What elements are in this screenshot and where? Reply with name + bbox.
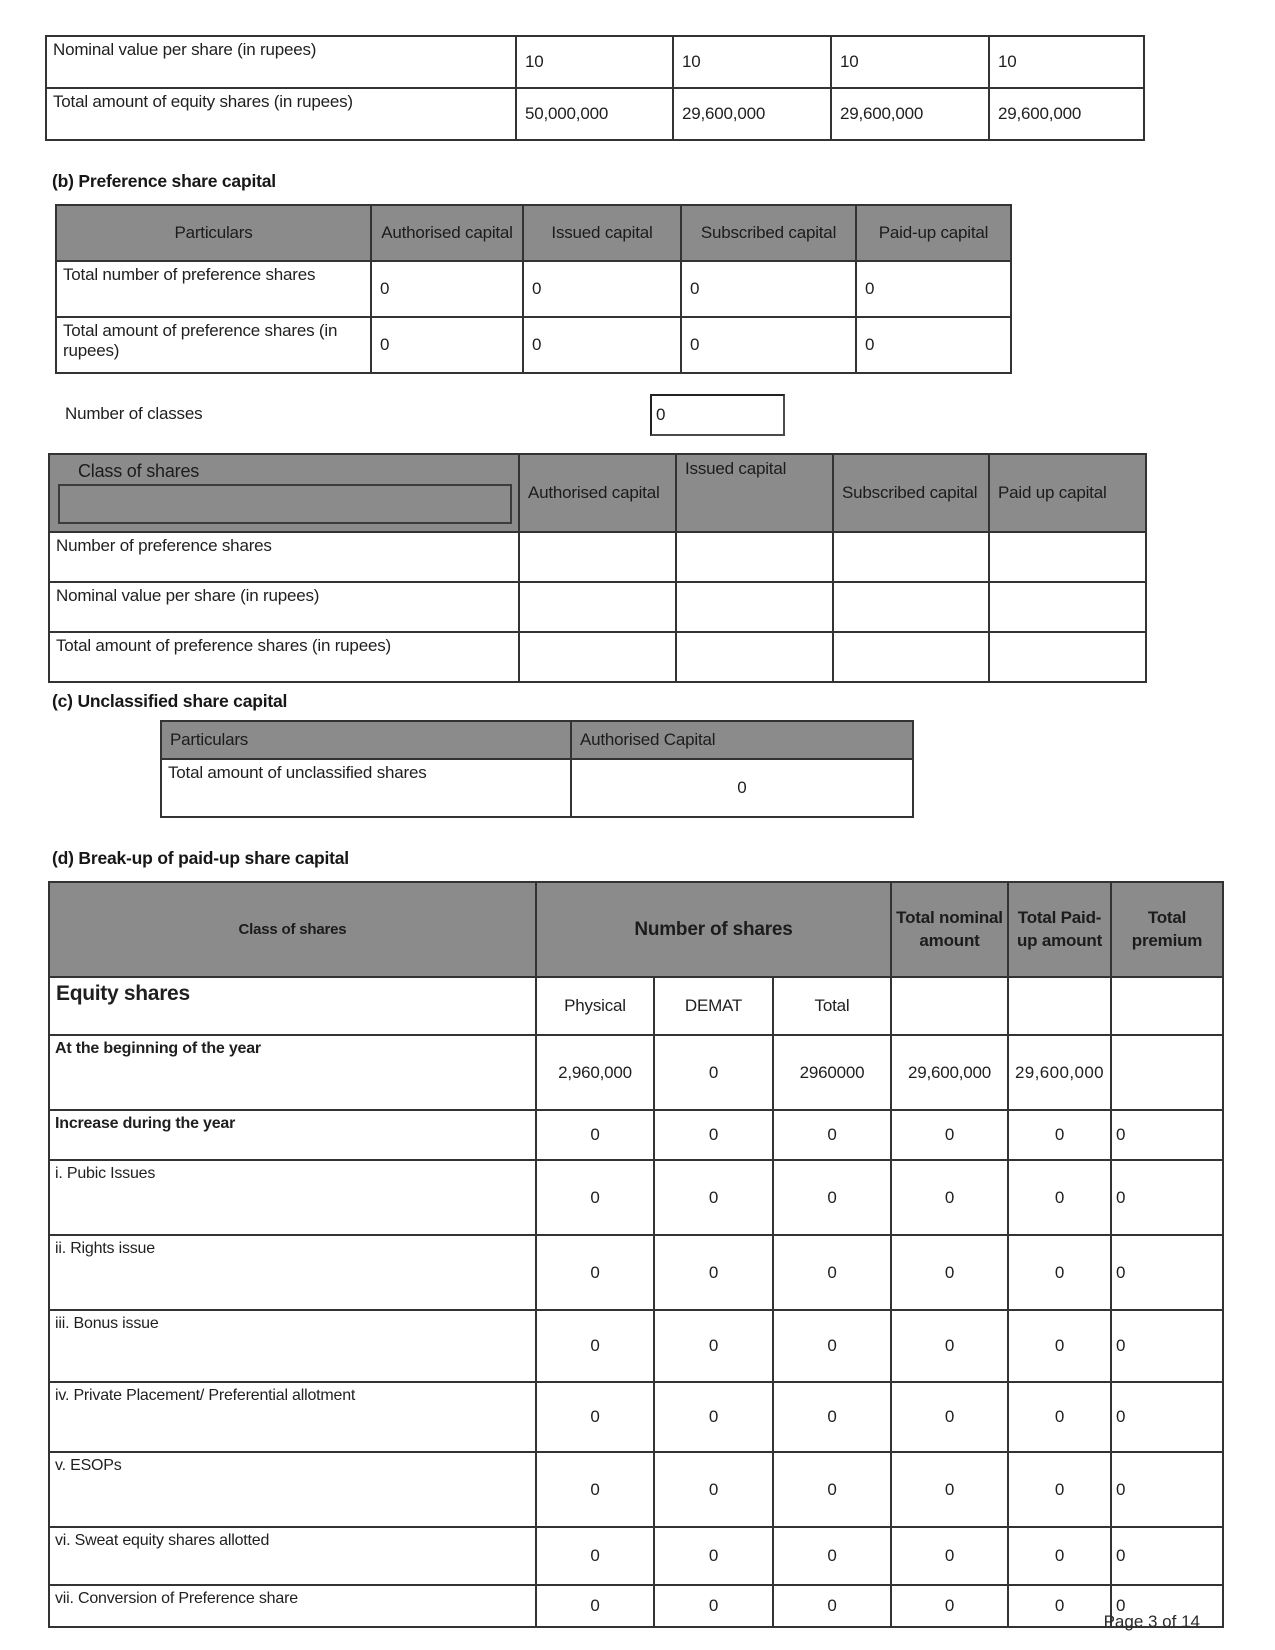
cell-value: 0 <box>1008 1382 1111 1452</box>
cell-value: 0 <box>654 1110 773 1160</box>
row-label: Total amount of preference shares (in rupees) <box>49 632 519 682</box>
column-header: Particulars <box>161 721 571 759</box>
cell-value: 0 <box>773 1585 891 1627</box>
cell-value: 0 <box>773 1110 891 1160</box>
cell-value: 0 <box>891 1310 1008 1382</box>
cell-value: 0 <box>1111 1585 1223 1627</box>
table-row <box>49 1035 1223 1110</box>
row-label: vi. Sweat equity shares allotted <box>49 1527 536 1585</box>
cell-value: 0 <box>536 1160 654 1235</box>
row-label: Total amount of unclassified shares <box>161 759 571 817</box>
cell-value: 0 <box>536 1110 654 1160</box>
cell-value: 0 <box>536 1585 654 1627</box>
number-of-classes-row <box>65 394 1275 436</box>
cell-value: 29,600,000 <box>673 88 831 140</box>
row-label: iii. Bonus issue <box>49 1310 536 1382</box>
cell-value: 0 <box>856 317 1011 373</box>
cell-value <box>989 582 1146 632</box>
cell-value: 0 <box>891 1110 1008 1160</box>
cell-value: 29,600,000 <box>989 88 1144 140</box>
cell-value: 0 <box>1008 1110 1111 1160</box>
cell-value: 0 <box>536 1382 654 1452</box>
cell-value: 0 <box>1008 1585 1111 1627</box>
cell-value <box>833 632 989 682</box>
row-label: iv. Private Placement/ Preferential allotment <box>49 1382 536 1452</box>
page-number: Page 3 of 14 <box>1103 1612 1200 1631</box>
table-row <box>49 1235 1223 1310</box>
column-header-class: Class of shares <box>49 882 536 977</box>
cell-value: 0 <box>1111 1160 1223 1235</box>
column-header-class-of-shares <box>49 454 519 532</box>
row-label: vii. Conversion of Preference share <box>49 1585 536 1627</box>
row-label: Nominal value per share (in rupees) <box>49 582 519 632</box>
section-title-preference: (b) Preference share capital <box>52 171 276 191</box>
column-header-total-nominal: Total nominal amount <box>891 882 1008 977</box>
cell-value: 0 <box>536 1527 654 1585</box>
cell-value: 0 <box>654 1527 773 1585</box>
cell-value: 0 <box>654 1585 773 1627</box>
cell-value: 0 <box>1111 1110 1223 1160</box>
column-header-number-of-shares: Number of shares <box>536 882 891 977</box>
cell-value: 0 <box>654 1160 773 1235</box>
cell-value: 0 <box>891 1382 1008 1452</box>
breakup-paidup-table <box>48 881 1224 1628</box>
table-row <box>49 1382 1223 1452</box>
cell-value: 10 <box>831 36 989 88</box>
class-of-shares-table <box>48 453 1147 683</box>
table-row <box>49 1110 1223 1160</box>
row-label: Number of preference shares <box>49 532 519 582</box>
cell-value: 0 <box>1111 1452 1223 1527</box>
row-label: Total amount of preference shares (in rupees) <box>56 317 371 373</box>
cell-value: 0 <box>1111 1382 1223 1452</box>
cell-value: 0 <box>1111 1310 1223 1382</box>
table-row <box>56 261 1011 317</box>
cell-value: 10 <box>989 36 1144 88</box>
unclassified-share-capital-table <box>160 720 914 818</box>
table-row <box>49 582 1146 632</box>
column-header: Authorised Capital <box>571 721 913 759</box>
table-row <box>49 1452 1223 1527</box>
cell-value <box>676 632 833 682</box>
cell-value: 0 <box>523 261 681 317</box>
preference-share-capital-table <box>55 204 1012 374</box>
cell-value: 0 <box>1111 1235 1223 1310</box>
cell-value <box>519 582 676 632</box>
cell-value: 0 <box>654 1310 773 1382</box>
cell-value: 0 <box>891 1235 1008 1310</box>
equity-shares-label: Equity shares <box>49 977 536 1035</box>
cell-value: 0 <box>891 1160 1008 1235</box>
section-title-unclassified: (c) Unclassified share capital <box>52 691 288 711</box>
cell-value: 0 <box>536 1452 654 1527</box>
table-row <box>49 1310 1223 1382</box>
cell-value: 10 <box>673 36 831 88</box>
cell-value <box>519 532 676 582</box>
cell-value: 0 <box>773 1310 891 1382</box>
table-row <box>49 1585 1223 1627</box>
table-row <box>49 1160 1223 1235</box>
row-label: i. Pubic Issues <box>49 1160 536 1235</box>
equity-shares-subheader-row <box>49 977 1223 1035</box>
cell-value: 0 <box>773 1452 891 1527</box>
cell-value: 2960000 <box>773 1035 891 1110</box>
column-header: Issued capital <box>523 205 681 261</box>
cell-value <box>989 632 1146 682</box>
cell-value: 0 <box>654 1452 773 1527</box>
cell-value: 50,000,000 <box>516 88 673 140</box>
cell-empty <box>891 977 1008 1035</box>
cell-value <box>1111 1035 1223 1110</box>
row-label: Nominal value per share (in rupees) <box>46 36 516 88</box>
cell-value: 0 <box>371 317 523 373</box>
cell-value: 0 <box>523 317 681 373</box>
column-header: Subscribed capital <box>833 454 989 532</box>
cell-value: 0 <box>773 1160 891 1235</box>
cell-value <box>519 632 676 682</box>
column-header: Paid up capital <box>989 454 1146 532</box>
cell-value: 0 <box>1008 1160 1111 1235</box>
table-header-row <box>56 205 1011 261</box>
cell-value: 0 <box>681 261 856 317</box>
table-row <box>46 36 1144 88</box>
row-label: Increase during the year <box>49 1110 536 1160</box>
table-row <box>49 632 1146 682</box>
cell-value <box>676 532 833 582</box>
column-header: Subscribed capital <box>681 205 856 261</box>
row-label: Total number of preference shares <box>56 261 371 317</box>
cell-value: 0 <box>891 1585 1008 1627</box>
table-header-row <box>49 454 1146 532</box>
cell-value: 0 <box>681 317 856 373</box>
subcolumn-demat: DEMAT <box>654 977 773 1035</box>
column-header: Paid-up capital <box>856 205 1011 261</box>
cell-value: 0 <box>891 1527 1008 1585</box>
cell-value: 10 <box>516 36 673 88</box>
subcolumn-physical: Physical <box>536 977 654 1035</box>
cell-value: 29,600,000 <box>1008 1035 1111 1110</box>
column-header: Authorised capital <box>519 454 676 532</box>
cell-value: 0 <box>773 1235 891 1310</box>
cell-value: 0 <box>856 261 1011 317</box>
table-header-row <box>161 721 913 759</box>
row-label: v. ESOPs <box>49 1452 536 1527</box>
cell-empty <box>1111 977 1223 1035</box>
column-header-total-paidup: Total Paid-up amount <box>1008 882 1111 977</box>
table-header-row <box>49 882 1223 977</box>
column-header-total-premium: Total premium <box>1111 882 1223 977</box>
row-label: At the beginning of the year <box>49 1035 536 1110</box>
number-of-classes-input[interactable]: 0 <box>650 394 785 436</box>
column-header: Issued capital <box>676 454 833 532</box>
cell-value: 0 <box>1008 1452 1111 1527</box>
cell-value <box>833 532 989 582</box>
cell-value: 0 <box>1008 1527 1111 1585</box>
cell-value: 29,600,000 <box>831 88 989 140</box>
cell-value: 0 <box>571 759 913 817</box>
cell-value: 0 <box>654 1035 773 1110</box>
row-label: ii. Rights issue <box>49 1235 536 1310</box>
cell-value: 0 <box>536 1235 654 1310</box>
cell-value: 0 <box>1008 1235 1111 1310</box>
cell-value: 0 <box>773 1382 891 1452</box>
table-row <box>56 317 1011 373</box>
subcolumn-total: Total <box>773 977 891 1035</box>
class-of-shares-header-label: Class of shares <box>78 461 200 481</box>
cell-empty <box>1008 977 1111 1035</box>
cell-value: 0 <box>891 1452 1008 1527</box>
cell-value: 0 <box>1008 1310 1111 1382</box>
equity-share-value-table <box>45 35 1145 141</box>
cell-value: 0 <box>536 1310 654 1382</box>
cell-value: 0 <box>654 1382 773 1452</box>
column-header: Authorised capital <box>371 205 523 261</box>
row-label: Total amount of equity shares (in rupees) <box>46 88 516 140</box>
table-row <box>46 88 1144 140</box>
cell-value: 0 <box>654 1235 773 1310</box>
table-row <box>49 532 1146 582</box>
cell-value: 2,960,000 <box>536 1035 654 1110</box>
cell-value <box>989 532 1146 582</box>
table-row <box>161 759 913 817</box>
class-of-shares-input[interactable] <box>58 484 512 524</box>
table-row <box>49 1527 1223 1585</box>
cell-value: 0 <box>773 1527 891 1585</box>
cell-value <box>676 582 833 632</box>
cell-value <box>833 582 989 632</box>
column-header: Particulars <box>56 205 371 261</box>
number-of-classes-label: Number of classes <box>65 404 203 423</box>
cell-value: 29,600,000 <box>891 1035 1008 1110</box>
cell-value: 0 <box>1111 1527 1223 1585</box>
section-title-breakup: (d) Break-up of paid-up share capital <box>52 848 349 868</box>
cell-value: 0 <box>371 261 523 317</box>
